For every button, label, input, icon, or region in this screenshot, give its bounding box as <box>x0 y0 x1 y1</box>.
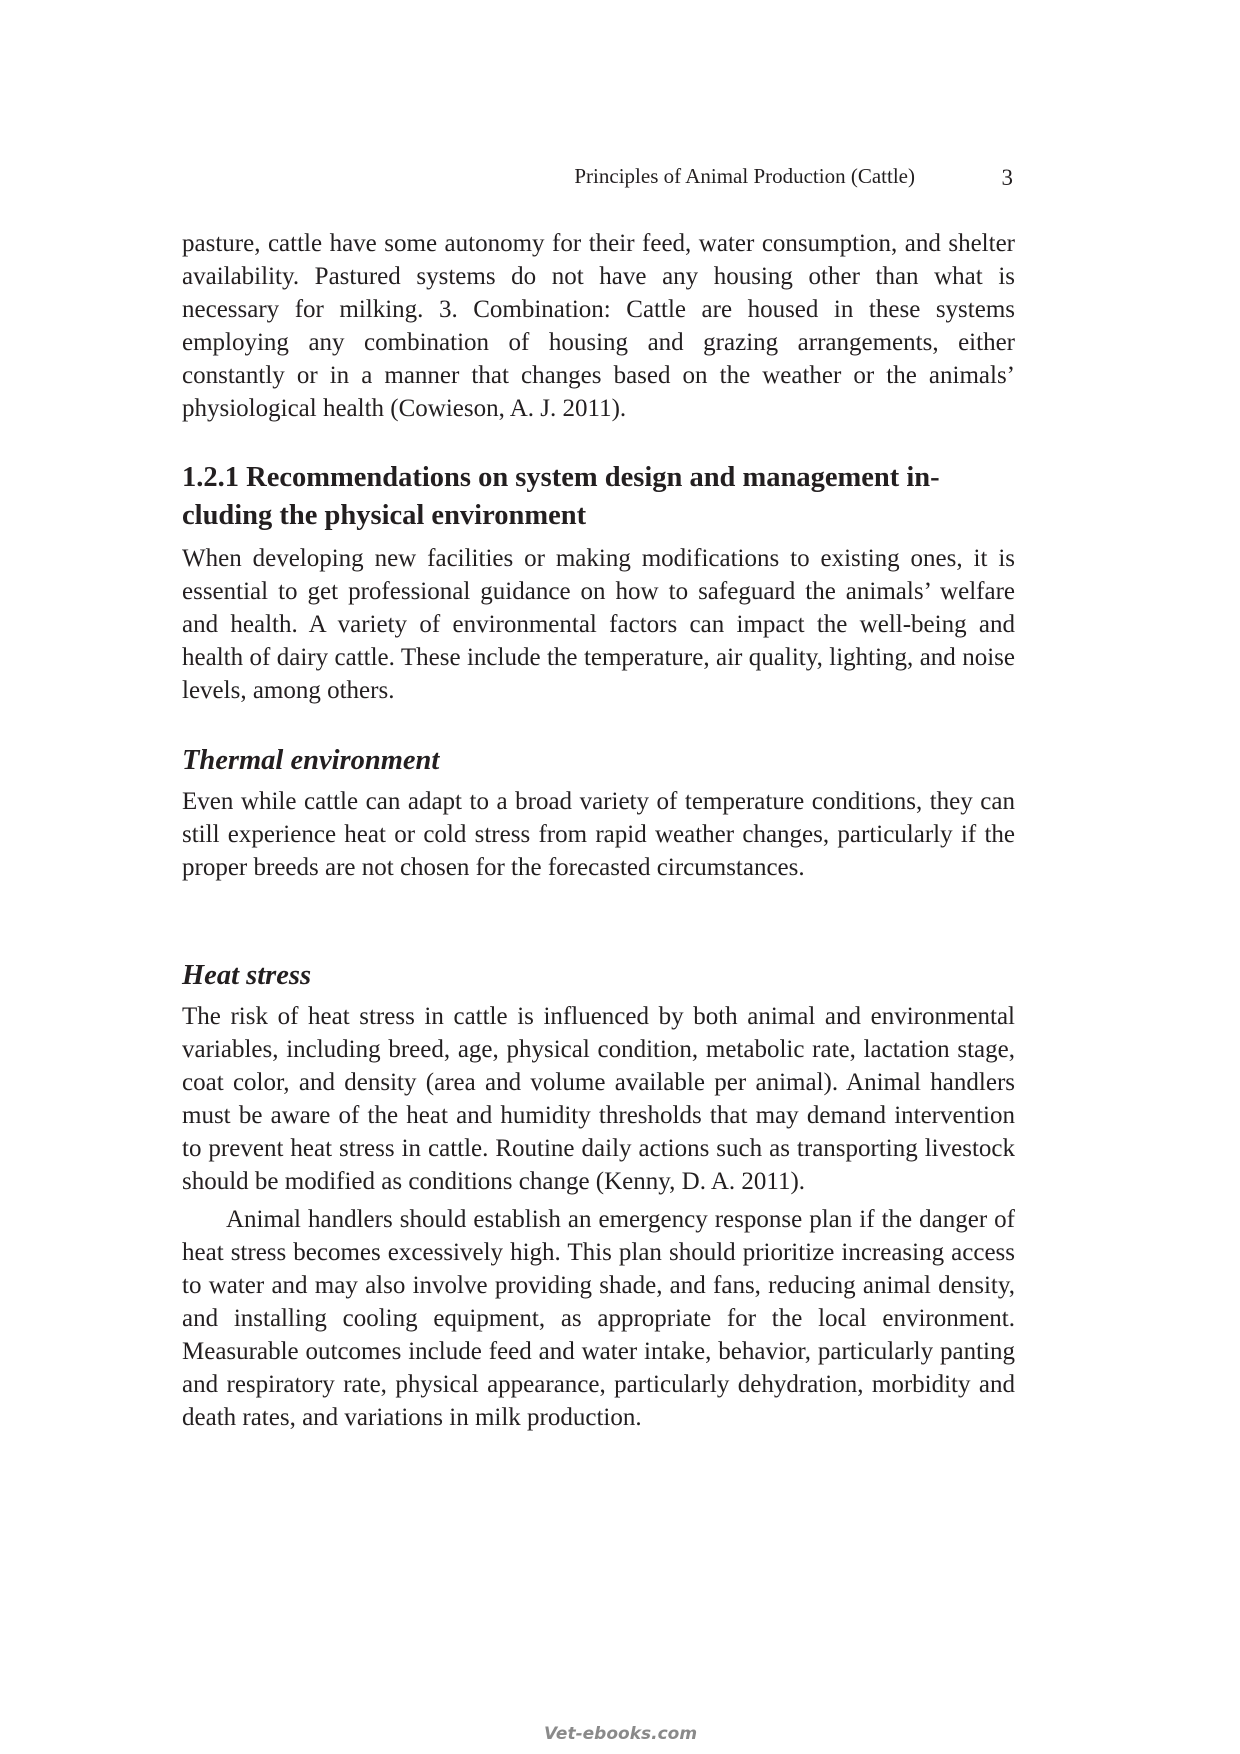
heading-thermal-environment: Thermal environment <box>182 745 440 776</box>
watermark-logo <box>538 1717 708 1747</box>
paragraph-thermal: Even while cattle can adapt to a broad variety of temperature conditions, they can still experience heat or cold stress from rapid weather changes, particularly if the proper breeds are not chosen for the forecasted circumstances. <box>182 788 1015 881</box>
heat-stress-section <box>182 957 1015 1434</box>
paragraph-heat-stress-2: Animal handlers should establish an emergency response plan if the danger of heat stress becomes excessively high. This plan should prioritize increasing access to water and may also involve providing shade, and fans, reducing animal density, and installing cooling equipment, as appropriate for the local environment. Measurable outcomes include feed and water intake, behavior, particularly panting and respiratory rate, physical appearance, particularly dehydration, morbidity and death rates, and variations in milk production. <box>182 1206 1015 1431</box>
page-number: 3 <box>1001 165 1013 190</box>
paragraph-section: When developing new facilities or making modifications to existing ones, it is essential to get professional guidance on how to safeguard the animals’ welfare and health. A variety of environmental factors can impact the well-being and health of dairy cattle. These include the temperature, air quality, lighting, and noise levels, among others. <box>182 545 1015 704</box>
running-head <box>182 161 1015 191</box>
section-heading: 1.2.1 Recommendations on system design and management including the physical environment <box>182 462 940 531</box>
paragraph-intro: pasture, cattle have some autonomy for their feed, water consumption, and shelter availability. Pastured systems do not have any housing other than what is necessary for milking. 3. Combination: Cattle are housed in these systems employing any combination of housing and grazing arrangements, either constantly or in a manner that changes based on the weather or the animals’ physiological health (Cowieson, A. J. 2011). <box>182 230 1015 422</box>
paragraph-heat-stress-1: The risk of heat stress in cattle is influenced by both animal and environmental variables, including breed, age, physical condition, metabolic rate, lactation stage, coat color, and density (area and volume available per animal). Animal handlers must be aware of the heat and humidity thresholds that may demand intervention to prevent heat stress in cattle. Routine daily actions such as transporting livestock should be modified as conditions change (Kenny, D. A. 2011). <box>182 1003 1015 1195</box>
intro-block <box>182 227 1015 425</box>
watermark-lettering: Vet-ebooks.com <box>544 1724 698 1744</box>
thermal-environment-section <box>182 742 1015 884</box>
section-1-2-1 <box>182 459 1015 707</box>
running-head-title: Principles of Animal Production (Cattle) <box>574 164 915 188</box>
heading-heat-stress: Heat stress <box>182 960 312 991</box>
watermark-text <box>544 1724 697 1744</box>
